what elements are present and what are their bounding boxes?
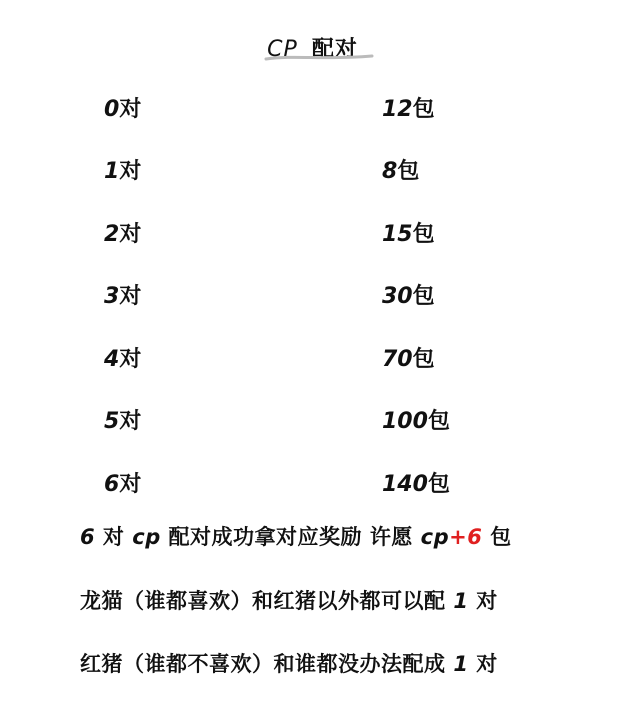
pairs-number: 2	[104, 222, 120, 247]
bags-cell	[382, 154, 419, 185]
pairs-number: 6	[104, 472, 120, 497]
pairs-unit: 对	[119, 222, 142, 247]
rule-note-totoro	[80, 585, 600, 615]
note-text: 包	[482, 525, 512, 549]
pairs-number: 1	[104, 159, 120, 184]
bags-number: 15	[382, 222, 413, 247]
bags-cell	[382, 467, 450, 498]
bags-number: 100	[382, 409, 428, 434]
bags-number: 70	[382, 347, 413, 372]
bags-unit: 包	[412, 97, 435, 122]
pairs-cell	[104, 342, 141, 373]
table-row	[0, 217, 625, 253]
bags-unit: 包	[427, 409, 450, 434]
bags-cell	[382, 217, 435, 248]
pairs-unit: 对	[119, 347, 142, 372]
pairs-cell	[104, 279, 141, 310]
note-text: 配对成功拿对应奖励 许愿	[160, 525, 421, 549]
table-row	[0, 154, 625, 190]
pairs-cell	[104, 467, 141, 498]
bags-cell	[382, 92, 435, 123]
page-title	[0, 32, 625, 63]
title-cp: CP	[267, 37, 298, 62]
note-cp: cp	[132, 525, 161, 549]
note-number: 6	[80, 525, 96, 549]
table-row	[0, 467, 625, 503]
title-underline-scribble	[264, 52, 374, 62]
note-text: 对	[468, 589, 498, 613]
pairs-number: 3	[104, 284, 120, 309]
title-text: 配对	[311, 37, 358, 62]
rule-note-red-pig	[80, 648, 600, 678]
pairs-number: 4	[104, 347, 120, 372]
pairs-cell	[104, 154, 141, 185]
table-row	[0, 279, 625, 315]
table-row	[0, 342, 625, 378]
pairs-unit: 对	[119, 97, 142, 122]
bags-cell	[382, 279, 435, 310]
pairs-cell	[104, 92, 141, 123]
pairs-unit: 对	[119, 284, 142, 309]
bags-unit: 包	[397, 159, 420, 184]
bags-number: 140	[382, 472, 428, 497]
pairs-unit: 对	[119, 159, 142, 184]
table-row	[0, 92, 625, 128]
note-text: 龙猫（谁都喜欢）和红猪以外都可以配	[80, 589, 454, 613]
bags-number: 12	[382, 97, 413, 122]
pairs-number: 0	[104, 97, 120, 122]
bags-unit: 包	[412, 222, 435, 247]
note-number: 1	[453, 652, 469, 676]
note-text: 红猪（谁都不喜欢）和谁都没办法配成	[80, 652, 454, 676]
pairs-cell	[104, 404, 141, 435]
bags-cell	[382, 404, 450, 435]
note-cp: cp	[420, 525, 450, 549]
bags-number: 8	[382, 159, 398, 184]
pairs-number: 5	[104, 409, 120, 434]
pairs-unit: 对	[119, 409, 142, 434]
table-row	[0, 404, 625, 440]
bags-unit: 包	[427, 472, 450, 497]
bags-number: 30	[382, 284, 413, 309]
bags-unit: 包	[412, 284, 435, 309]
note-text: 对	[95, 525, 133, 549]
pairs-unit: 对	[119, 472, 142, 497]
bags-cell	[382, 342, 435, 373]
note-number: 1	[453, 589, 469, 613]
rule-note-reward	[80, 521, 600, 551]
note-text: 对	[468, 652, 498, 676]
bags-unit: 包	[412, 347, 435, 372]
pairs-cell	[104, 217, 141, 248]
bonus-highlight: +6	[449, 525, 483, 549]
